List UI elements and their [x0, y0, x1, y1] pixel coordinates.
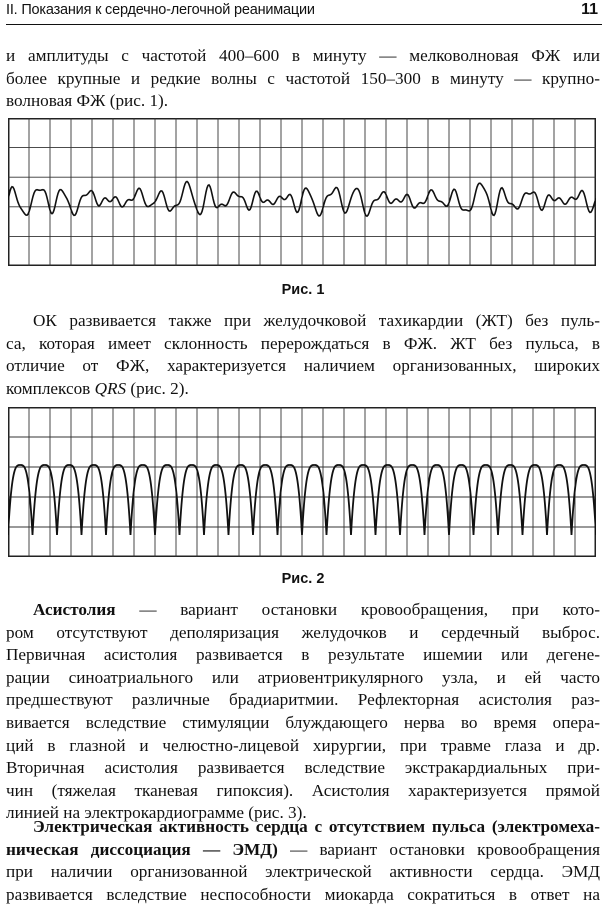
term-emd: ническая диссоциация — ЭМД) — [6, 839, 278, 859]
text-line: ром отсутствуют деполяризация желудочков и сердечный выброс. — [6, 622, 600, 642]
figure-2-caption: Рис. 2 — [281, 571, 325, 587]
ecg-figure-1 — [8, 118, 596, 266]
text-line: са, которая имеет склонность перерождаться в ФЖ. ЖТ без пульса, в — [6, 333, 600, 353]
text-run: — вариант остановки кровообращения, при кото- — [115, 600, 600, 619]
paragraph-asystole — [6, 599, 600, 825]
text-run: — вариант остановки кровообращения — [277, 839, 600, 859]
text-line: волновая ФЖ (рис. 1). — [6, 91, 169, 111]
ecg-figure-2 — [8, 407, 596, 557]
text-line — [6, 599, 600, 622]
paragraph-pea — [6, 816, 600, 906]
text-line: ОК развивается также при желудочковой тахикардии (ЖТ) без пуль- — [33, 311, 600, 330]
ecg-grid — [8, 118, 596, 266]
text-run: (рис. 2). — [126, 378, 189, 398]
text-line: Электрическая активность сердца с отсутствием пульса (электромеха- — [33, 817, 600, 836]
term-asystole: Асистолия — [33, 600, 116, 619]
text-line — [6, 378, 600, 401]
text-line: вивается вследствие стимуляции блуждающего нерва во время опера- — [6, 712, 600, 732]
page-number: 11 — [581, 1, 598, 18]
text-line: отличие от ФЖ, характеризуется наличием организованных, широких — [6, 356, 600, 376]
text-line: ций в глазной и челюстно-лицевой хирургии, при травме глаза и др. — [6, 735, 600, 755]
text-line: рации синоатриального или атриовентрикулярного узла, и ей часто — [6, 667, 600, 687]
text-line: чин (тяжелая тканевая гипоксия). Асистолия характеризуется прямой — [6, 780, 600, 800]
text-line: предшествуют различные брадиаритмии. Рефлекторная асистолия раз- — [6, 690, 600, 710]
section-title: II. Показания к сердечно-легочной реанимации — [6, 2, 315, 18]
paragraph-fibrillation — [6, 45, 600, 113]
text-line: более крупные и редкие волны с частотой 150–300 в минуту — крупно- — [6, 68, 600, 88]
running-header — [6, 0, 602, 25]
text-line: Вторичная асистолия развивается вследствие экстракардиальных при- — [6, 758, 600, 778]
text-line: Первичная асистолия развивается в результате ишемии или дегене- — [6, 645, 600, 665]
text-run: комплексов — [6, 378, 95, 398]
text-line: развивается вследствие неспособности миокарда сократиться в ответ на — [6, 884, 600, 904]
text-line: при наличии организованной электрической активности сердца. ЭМД — [6, 862, 600, 882]
qrs-term: QRS — [94, 378, 127, 398]
figure-1-caption: Рис. 1 — [281, 282, 325, 298]
text-line — [6, 839, 600, 862]
paragraph-vt — [6, 310, 600, 400]
text-line: линией на электрокардиограмме (рис. 3). — [6, 803, 307, 823]
text-line: и амплитуды с частотой 400–600 в минуту — мелковолновая ФЖ или — [6, 46, 600, 65]
